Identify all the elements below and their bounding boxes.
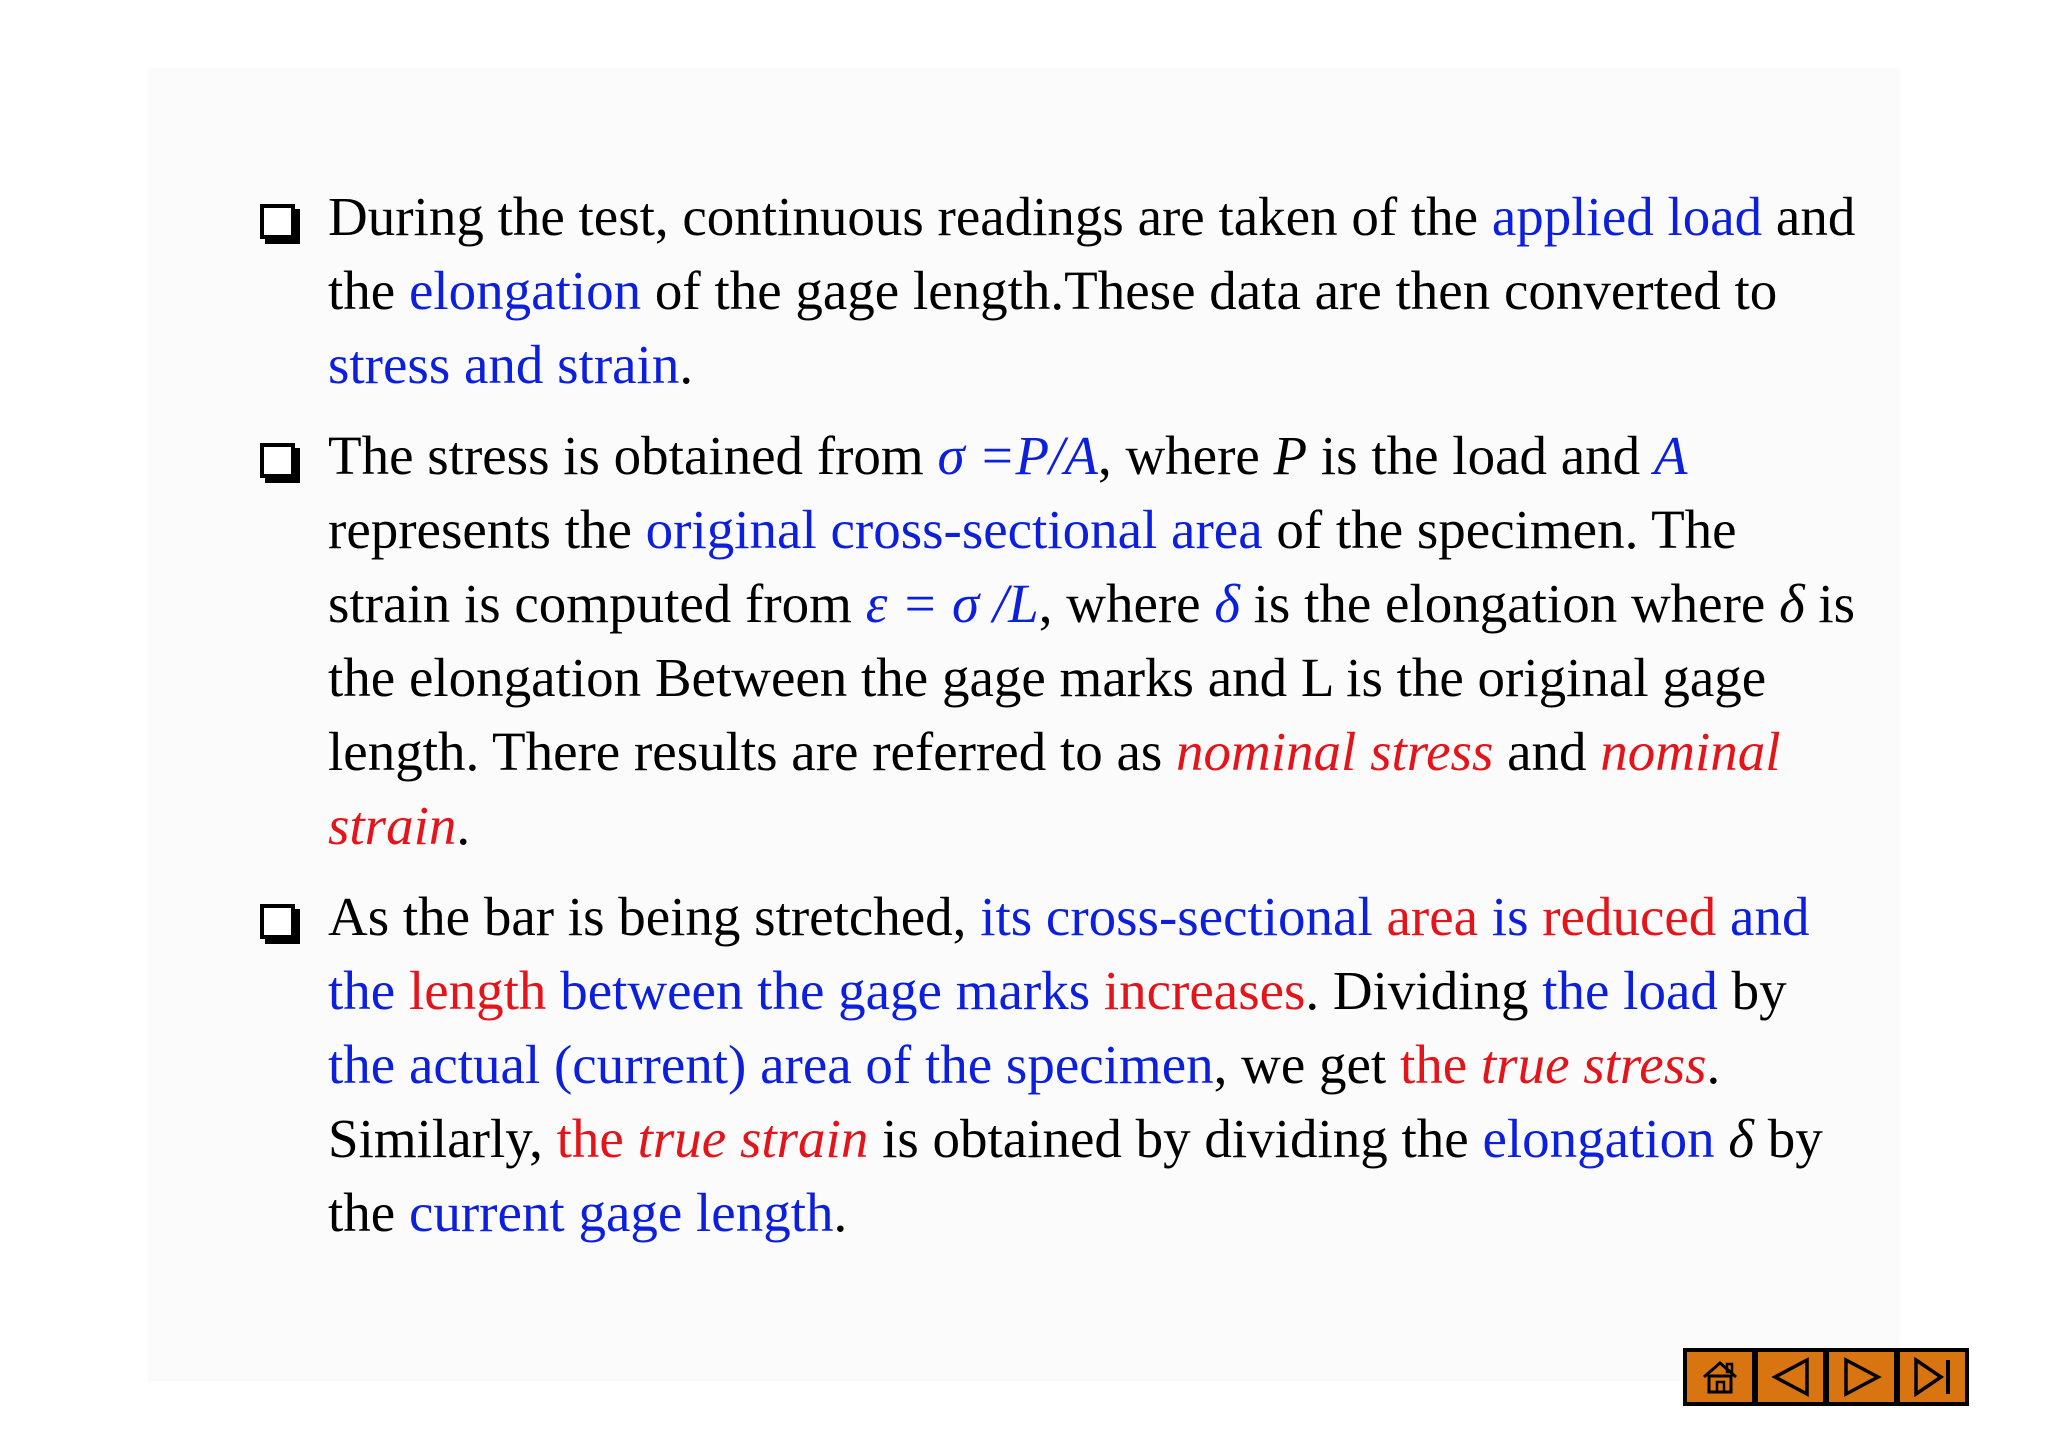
highlight-cross-sectional: its cross-sectional: [980, 886, 1387, 947]
highlight-elongation: elongation: [408, 260, 642, 321]
highlight-and-the: and the: [328, 886, 1810, 1021]
highlight-elongation: elongation: [1482, 1108, 1715, 1169]
previous-icon: [1769, 1357, 1813, 1397]
highlight-the: the: [556, 1108, 638, 1169]
stress-formula: σ =P/A: [937, 425, 1098, 486]
text: During the test, continuous readings are taken of the: [328, 186, 1492, 247]
text: of the gage length.These data are then converted to: [641, 260, 1778, 321]
checkbox-bullet-icon: [260, 904, 295, 939]
last-icon: [1911, 1357, 1955, 1397]
text: . Dividing: [1305, 960, 1543, 1021]
text: As the bar is being stretched,: [328, 886, 981, 947]
highlight-is: is: [1478, 886, 1543, 947]
text: represents the: [328, 499, 646, 560]
next-icon: [1840, 1357, 1884, 1397]
highlight-original-area: original cross-sectional area: [645, 499, 1263, 560]
next-slide-button[interactable]: [1827, 1350, 1896, 1404]
symbol-delta: δ: [1714, 1108, 1754, 1169]
bullet-item-3: [260, 880, 1860, 1250]
highlight-applied-load: applied load: [1491, 186, 1763, 247]
text: . Similarly,: [328, 1034, 1721, 1169]
text: , where: [1097, 425, 1274, 486]
text: of the specimen. The strain is computed from: [328, 499, 1737, 634]
symbol-p: P: [1273, 425, 1308, 486]
text: .: [456, 795, 471, 856]
text: and: [1493, 721, 1601, 782]
highlight-reduced: reduced: [1542, 886, 1717, 947]
text: is obtained by dividing the: [868, 1108, 1483, 1169]
previous-slide-button[interactable]: [1756, 1350, 1825, 1404]
highlight-increases: increases: [1103, 960, 1306, 1021]
highlight-true-strain: true strain: [637, 1108, 869, 1169]
highlight-actual-area: the actual (current) area of the specimen: [328, 1034, 1214, 1095]
checkbox-bullet-icon: [260, 204, 295, 239]
bullet-list: [260, 180, 1860, 1250]
slide: [148, 68, 1900, 1381]
symbol-a: A: [1653, 425, 1688, 486]
highlight-the: the: [1399, 1034, 1481, 1095]
highlight-between-gage-marks: between the gage marks: [546, 960, 1104, 1021]
highlight-nominal-stress: nominal stress: [1176, 721, 1494, 782]
bullet-item-1: [260, 180, 1860, 402]
home-button[interactable]: [1685, 1350, 1754, 1404]
symbol-delta: δ: [1779, 573, 1805, 634]
text: is the load and: [1307, 425, 1654, 486]
highlight-nominal-strain: nominal strain: [328, 721, 1781, 856]
highlight-area: area: [1386, 886, 1479, 947]
highlight-current-gage-length: current gage length: [408, 1182, 834, 1243]
last-slide-button[interactable]: [1898, 1350, 1967, 1404]
slide-navigation: [1683, 1348, 1969, 1406]
checkbox-bullet-icon: [260, 443, 295, 478]
symbol-delta: δ: [1214, 573, 1240, 634]
highlight-stress-and-strain: stress and strain: [328, 334, 680, 395]
text: is the elongation Between the gage marks and L is the original gage length. There results are referred to as: [328, 573, 1856, 782]
text: , we get: [1213, 1034, 1400, 1095]
text: and the: [328, 186, 1856, 321]
strain-formula: ε = σ /L: [865, 573, 1039, 634]
bullet-item-2: [260, 419, 1860, 863]
text: , where: [1038, 573, 1215, 634]
highlight-length: length: [408, 960, 547, 1021]
text: is the elongation where: [1239, 573, 1780, 634]
text: by: [1717, 960, 1787, 1021]
highlight-the-load: the load: [1542, 960, 1718, 1021]
home-icon: [1700, 1359, 1740, 1395]
text: .: [833, 1182, 848, 1243]
text: .: [679, 334, 694, 395]
highlight-true-stress: true stress: [1480, 1034, 1707, 1095]
text: The stress is obtained from: [328, 425, 938, 486]
text: by the: [328, 1108, 1823, 1243]
